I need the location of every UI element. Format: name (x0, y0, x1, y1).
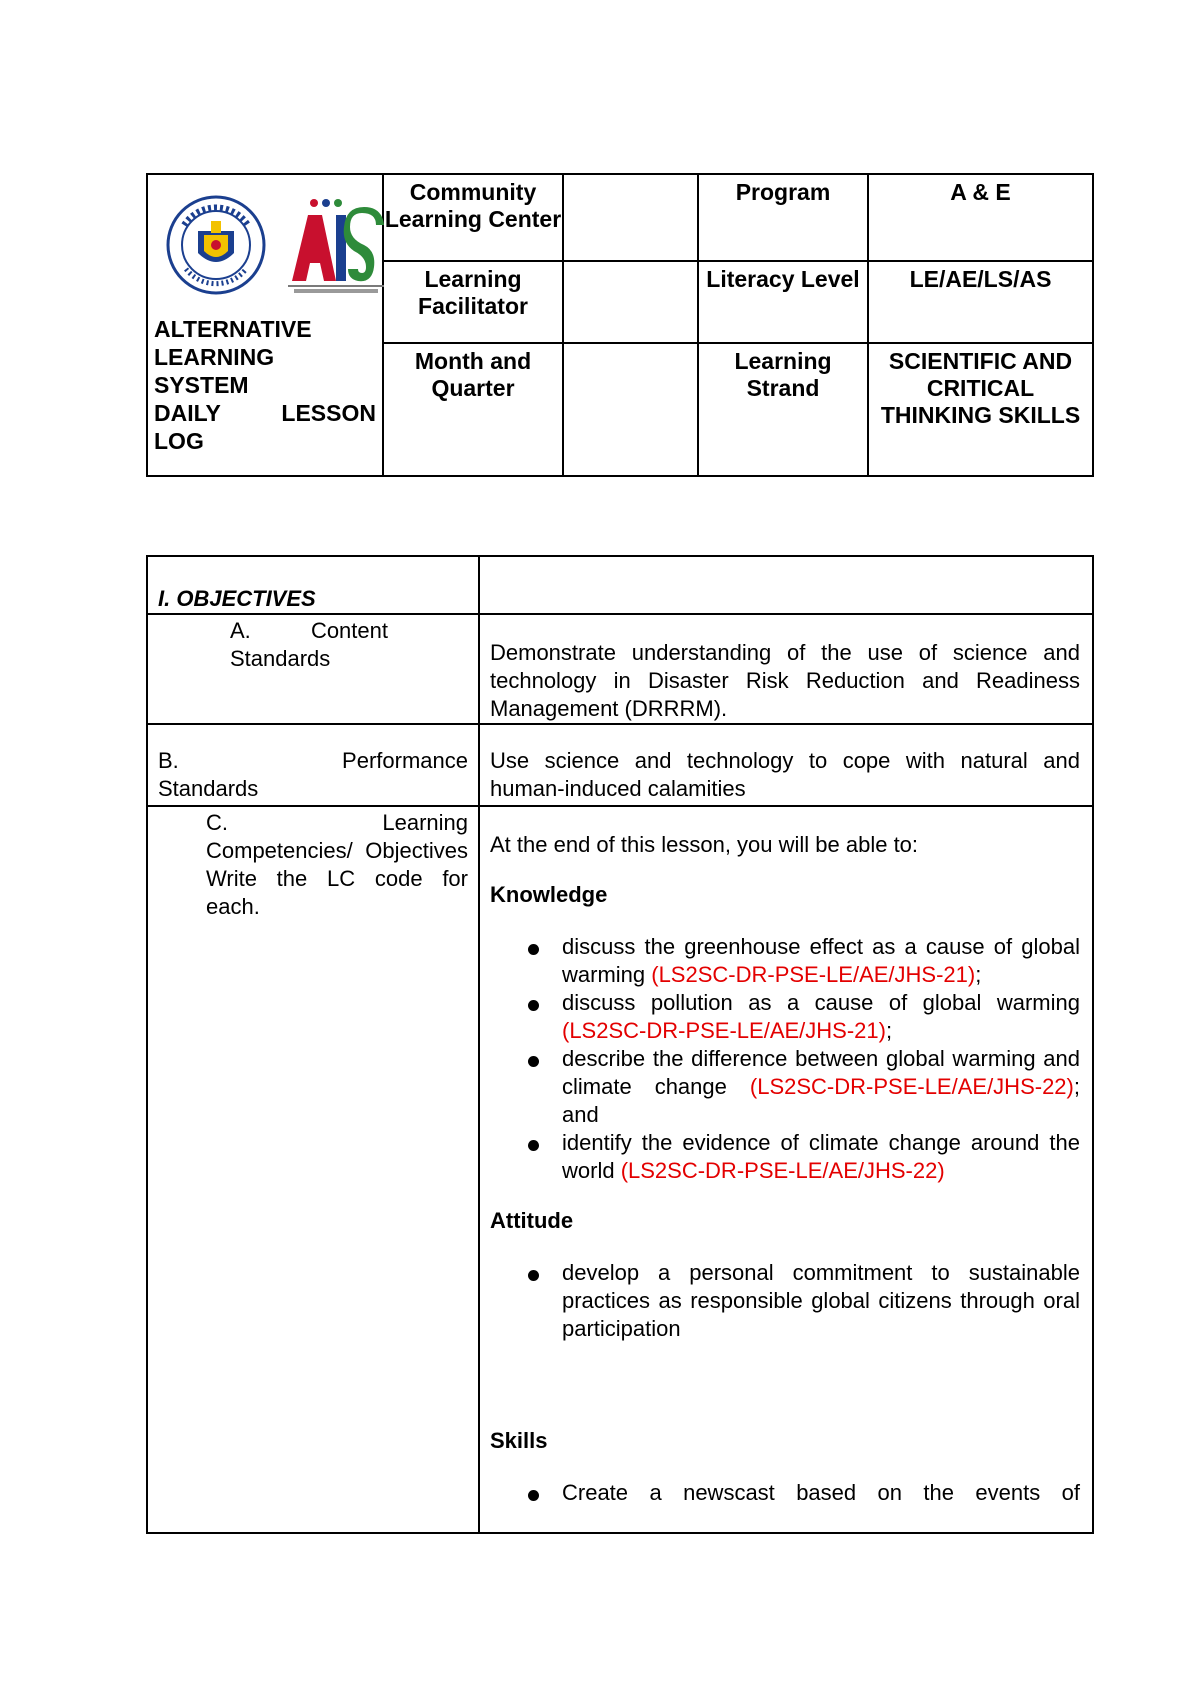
header-table (146, 173, 1094, 477)
skills-list (490, 1479, 1080, 1507)
label-line: Standards (158, 776, 259, 801)
label-learning-facilitator: Learning Facilitator (383, 261, 563, 343)
als-logo-icon (288, 199, 384, 293)
performance-standards-label (147, 724, 479, 806)
performance-standards-text: Use science and technology to cope with natural and human-induced calamities (479, 724, 1093, 806)
label-line (206, 809, 468, 837)
label-word: Learning (382, 810, 468, 835)
label-letter: A. (230, 618, 251, 643)
learning-competencies-label (147, 806, 479, 1533)
attitude-list (490, 1259, 1080, 1343)
value-program: A & E (868, 174, 1093, 261)
value-community-learning-center[interactable] (563, 174, 698, 261)
content-standards-label (147, 614, 479, 724)
title-line: SYSTEM (154, 372, 249, 398)
list-item: discuss pollution as a cause of global warming (LS2SC-DR-PSE-LE/AE/JHS-21); (562, 990, 1080, 1043)
label-community-learning-center: Community Learning Center (383, 174, 563, 261)
objectives-table (146, 555, 1094, 1534)
learning-competencies-content (479, 806, 1093, 1533)
label-month-and-quarter: Month and Quarter (383, 343, 563, 476)
list-item: identify the evidence of climate change around the world (LS2SC-DR-PSE-LE/AE/JHS-22) (562, 1130, 1080, 1183)
title-line: LEARNING (154, 344, 275, 370)
title-line: LOG (154, 428, 204, 454)
skills-heading: Skills (490, 1428, 548, 1453)
label-line: Standards (230, 646, 331, 671)
logos (164, 195, 384, 295)
title-line: ALTERNATIVE (154, 316, 312, 342)
label-literacy-level: Literacy Level (698, 261, 868, 343)
knowledge-heading: Knowledge (490, 882, 608, 907)
attitude-heading: Attitude (490, 1208, 574, 1233)
value-month-and-quarter[interactable] (563, 343, 698, 476)
value-learning-strand: SCIENTIFIC AND CRITICAL THINKING SKILLS (868, 343, 1093, 476)
competencies-intro: At the end of this lesson, you will be able to: (490, 832, 919, 857)
label-letter: C. (206, 810, 228, 835)
knowledge-list (490, 933, 1080, 1185)
label-line: Competencies/ Objectives Write the LC code for each. (206, 838, 468, 919)
label-letter: B. (158, 748, 179, 773)
label-line (158, 747, 468, 775)
objectives-heading-blank (479, 556, 1093, 614)
content-standards-text: Demonstrate understanding of the use of science and technology in Disaster Risk Reduction and Readiness Management (DRRRM). (479, 614, 1093, 724)
list-item: describe the difference between global warming and climate change (LS2SC-DR-PSE-LE/AE/JHS-22); and (562, 1046, 1080, 1127)
logo-title-cell (147, 174, 383, 476)
value-learning-facilitator[interactable] (563, 261, 698, 343)
deped-seal-icon (168, 197, 264, 293)
list-item: develop a personal commitment to sustainable practices as responsible global citizens through oral participation (562, 1260, 1080, 1341)
label-learning-strand: Learning Strand (698, 343, 868, 476)
label-program: Program (698, 174, 868, 261)
label-line (230, 617, 468, 645)
label-word: Content (310, 618, 388, 643)
title-line (154, 399, 376, 427)
value-literacy-level: LE/AE/LS/AS (868, 261, 1093, 343)
title-word: LESSON (281, 400, 376, 426)
list-item: Create a newscast based on the events of (562, 1480, 1080, 1505)
document-title (154, 315, 376, 455)
label-word: Performance (342, 748, 468, 773)
objectives-heading: I. OBJECTIVES (147, 556, 479, 614)
list-item: discuss the greenhouse effect as a cause of global warming (LS2SC-DR-PSE-LE/AE/JHS-21); (562, 934, 1080, 987)
title-word: DAILY (154, 400, 221, 426)
